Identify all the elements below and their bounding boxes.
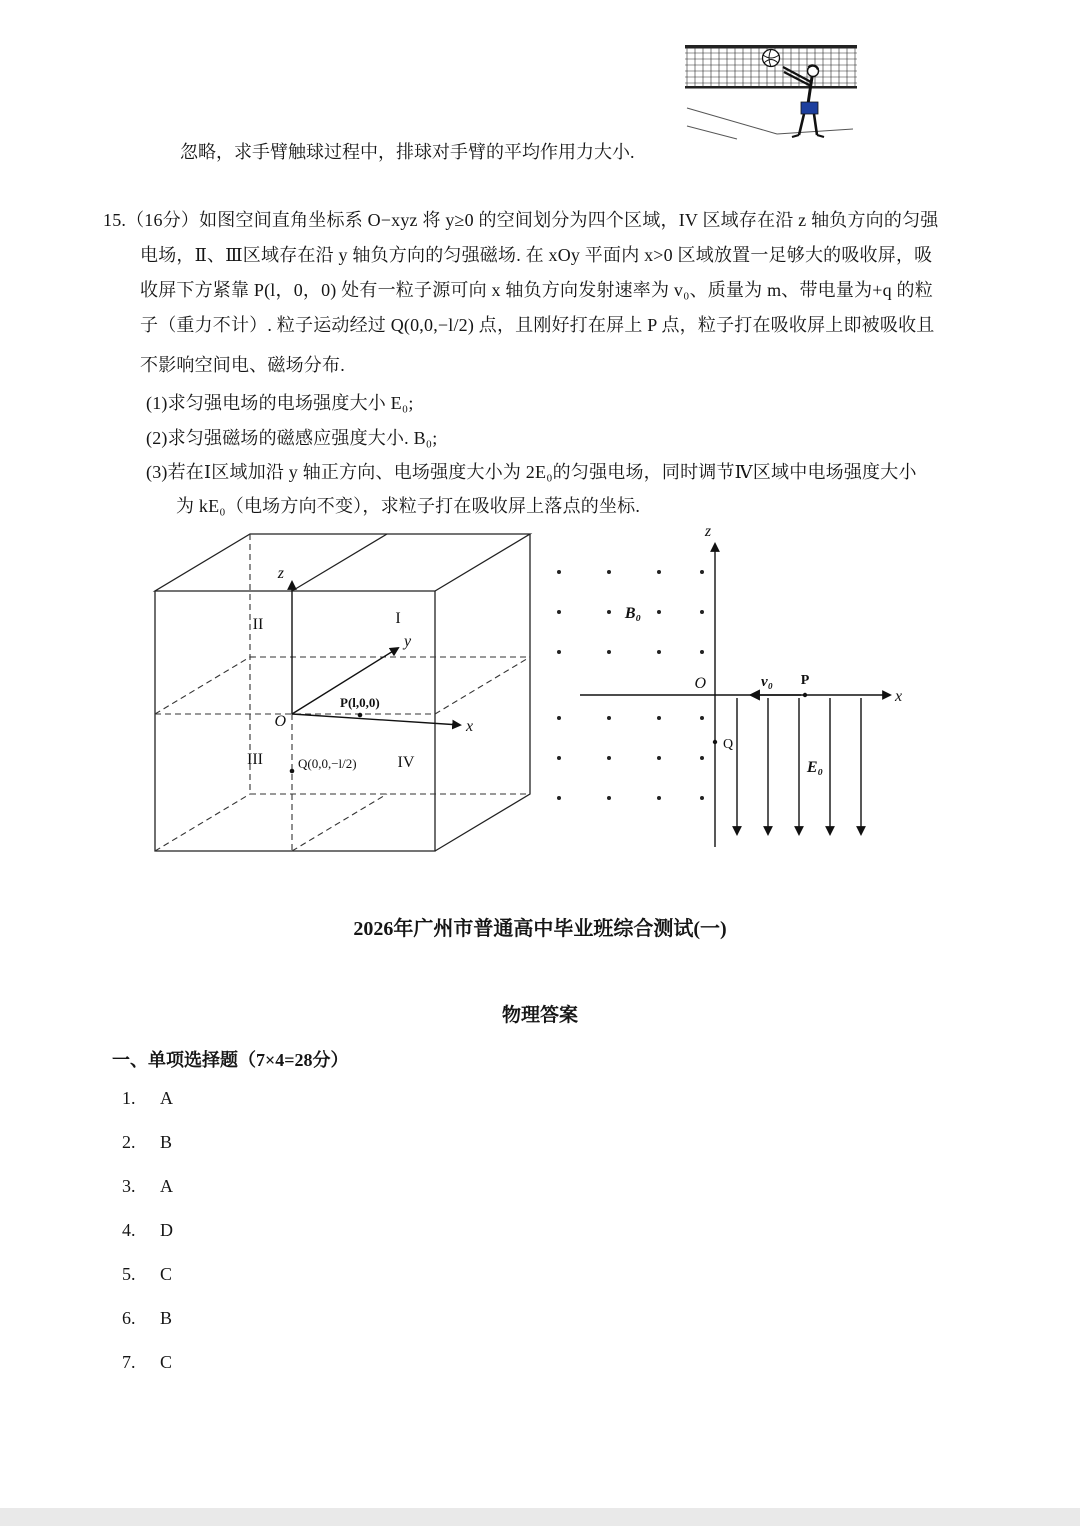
section-title: 一、单项选择题（7×4=28分）: [112, 1050, 349, 1070]
court-lines: [687, 108, 853, 139]
region-4-label: IV: [397, 754, 415, 771]
axis-x-label: x: [466, 718, 474, 735]
region-3-label: III: [247, 751, 263, 768]
axis-z-label: z: [704, 523, 712, 540]
field-xz-diagram: [545, 520, 917, 872]
question15-line-5: 不影响空间电、磁场分布.: [140, 355, 345, 375]
e-field-arrows: [737, 698, 861, 834]
question15-line-4: 子（重力不计）. 粒子运动经过 Q(0,0,−l/2) 点，且刚好打在屏上 P 点，粒子打在吸收屏上即被吸收且: [140, 315, 935, 335]
answer-number: 6.: [122, 1308, 136, 1328]
field-axes: [580, 544, 890, 847]
answer-number: 4.: [122, 1220, 136, 1240]
axis-z-label: z: [277, 565, 284, 582]
exam-title: 2026年广州市普通高中毕业班综合测试(一): [353, 918, 727, 940]
cube-solid-edges: [155, 534, 530, 851]
velocity-label: v₀: [761, 674, 773, 690]
point-q-dot: [290, 769, 295, 774]
point-p-dot: [358, 713, 363, 718]
answer-number: 5.: [122, 1264, 136, 1284]
answer-letter: C: [160, 1264, 173, 1284]
e-field-label: E₀: [806, 759, 824, 776]
answer-row-3: [122, 1176, 173, 1197]
answer-row-2: [122, 1132, 172, 1153]
point-p-label: P: [800, 673, 810, 688]
question15-part-1: (1)求匀强电场的电场强度大小 E₀;: [146, 393, 414, 413]
answer-letter: B: [160, 1132, 173, 1152]
point-p-label: P(l,0,0): [340, 695, 380, 710]
page-bottom-gap: [0, 1508, 1080, 1526]
cube-region-diagram: [148, 524, 543, 872]
axis-x-label: x: [895, 688, 903, 705]
axis-y-label: y: [404, 633, 412, 650]
origin-label: O: [694, 675, 706, 692]
answer-row-4: [122, 1220, 173, 1241]
region-1-label: I: [395, 610, 401, 627]
answer-row-7: [122, 1352, 172, 1373]
answer-letter: A: [160, 1088, 173, 1108]
question15-part-3-line-1: (3)若在Ⅰ区域加沿 y 轴正方向、电场强度大小为 2E₀的匀强电场，同时调节Ⅳ区域中电场强度大小: [146, 462, 917, 482]
cube-dashed-edges: [155, 534, 530, 851]
answer-letter: D: [160, 1220, 173, 1240]
answer-row-1: [122, 1088, 173, 1109]
question15-line-1: 15.（16分）如图空间直角坐标系 O−xyz 将 y≥0 的空间划分为四个区域，IV 区域存在沿 z 轴负方向的匀强: [103, 210, 939, 230]
volleyball-illustration: [685, 38, 857, 144]
answer-number: 1.: [122, 1088, 136, 1108]
answer-number: 7.: [122, 1352, 136, 1372]
b-field-label: B₀: [624, 605, 642, 622]
question15-line-2: 电场，Ⅱ、Ⅲ区域存在沿 y 轴负方向的匀强磁场. 在 xOy 平面内 x>0 区域放置一足够大的吸收屏，吸: [140, 245, 933, 265]
answer-number: 2.: [122, 1132, 136, 1152]
question15-part-2: (2)求匀强磁场的磁感应强度大小. B₀;: [146, 428, 438, 448]
region-2-label: II: [252, 616, 264, 633]
answer-row-5: [122, 1264, 172, 1285]
answer-letter: A: [160, 1176, 173, 1196]
question15-line-3: 收屏下方紧靠 P(l，0，0) 处有一粒子源可向 x 轴负方向发射速率为 v₀、质量为 m、带电量为+q 的粒: [140, 280, 933, 300]
volleyball-icon: [763, 50, 780, 67]
point-p-dot: [803, 693, 807, 697]
answer-number: 3.: [122, 1176, 136, 1196]
question14-tail-text: 忽略，求手臂触球过程中，排球对手臂的平均作用力大小.: [180, 142, 635, 162]
answer-letter: B: [160, 1308, 173, 1328]
player-figure: [783, 66, 824, 138]
question15-part-3-line-2: 为 kE₀（电场方向不变），求粒子打在吸收屏上落点的坐标.: [176, 496, 641, 516]
origin-label: O: [274, 713, 286, 730]
point-q-label: Q(0,0,−l/2): [298, 756, 357, 771]
point-q-label: Q: [723, 737, 734, 752]
point-q-dot: [713, 740, 717, 744]
answer-row-6: [122, 1308, 172, 1329]
answers-title: 物理答案: [501, 1005, 578, 1026]
answer-letter: C: [160, 1352, 173, 1372]
